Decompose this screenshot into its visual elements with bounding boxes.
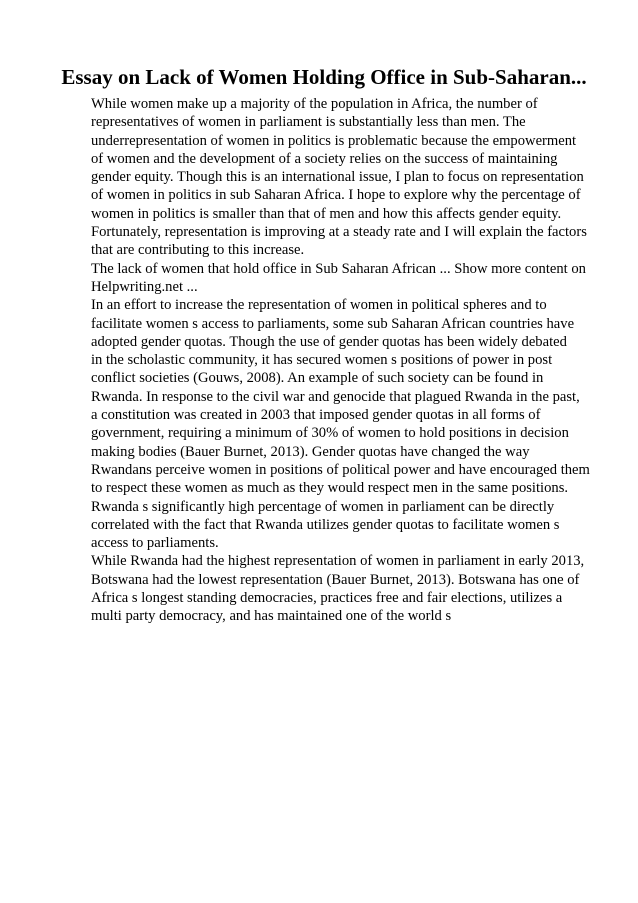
body-line: The lack of women that hold office in Sub Saharan African ... Show more content on xyxy=(91,260,586,277)
body-line: While women make up a majority of the population in Africa, the number of xyxy=(91,96,538,112)
body-line: gender equity. Though this is an international issue, I plan to focus on representation xyxy=(91,169,584,186)
body-line: Rwanda. In response to the civil war and genocide that plagued Rwanda in the past, xyxy=(91,388,580,405)
body-line: Botswana had the lowest representation (Bauer Burnet, 2013). Botswana has one of xyxy=(91,571,580,588)
body-line: conflict societies (Gouws, 2008). An example of such society can be found in xyxy=(91,370,544,387)
body-line: Rwanda s significantly high percentage of women in parliament can be directly xyxy=(91,498,555,515)
body-line: Fortunately, representation is improving at a steady rate and I will explain the factors xyxy=(91,224,587,241)
body-line: in the scholastic community, it has secured women s positions of power in post xyxy=(91,352,553,369)
body-line: to respect these women as much as they would respect men in the same positions. xyxy=(91,480,569,497)
document-body xyxy=(91,95,596,626)
body-line: correlated with the fact that Rwanda utilizes gender quotas to facilitate women s xyxy=(91,516,560,533)
document-title: Essay on Lack of Women Holding Office in Sub-Saharan... xyxy=(61,65,587,89)
body-line: Helpwriting.net ... xyxy=(91,278,198,295)
body-line: While Rwanda had the highest representation of women in parliament in early 2013, xyxy=(91,553,585,570)
body-line: a constitution was created in 2003 that imposed gender quotas in all forms of xyxy=(91,407,541,424)
body-line: Africa s longest standing democracies, practices free and fair elections, utilizes a xyxy=(91,590,563,607)
body-line: multi party democracy, and has maintained one of the world s xyxy=(91,608,452,625)
body-line: that are contributing to this increase. xyxy=(91,242,305,259)
body-line: making bodies (Bauer Burnet, 2013). Gender quotas have changed the way xyxy=(91,443,530,460)
body-line: women in politics is smaller than that of men and how this affects gender equity. xyxy=(91,205,562,222)
body-line: In an effort to increase the representation of women in political spheres and to xyxy=(91,297,547,314)
body-line: adopted gender quotas. Though the use of gender quotas has been widely debated xyxy=(91,333,567,350)
body-line: Rwandans perceive women in positions of political power and have encouraged them xyxy=(91,461,590,478)
body-line: government, requiring a minimum of 30% of women to hold positions in decision xyxy=(91,425,569,442)
body-line: of women in politics in sub Saharan Africa. I hope to explore why the percentage of xyxy=(91,187,581,204)
body-line: underrepresentation of women in politics is problematic because the empowerment xyxy=(91,132,577,149)
body-line: facilitate women s access to parliaments, some sub Saharan African countries have xyxy=(91,315,575,332)
body-line: of women and the development of a society relies on the success of maintaining xyxy=(91,150,558,167)
body-line: representatives of women in parliament is substantially less than men. The xyxy=(91,114,526,131)
body-line: access to parliaments. xyxy=(91,535,219,552)
